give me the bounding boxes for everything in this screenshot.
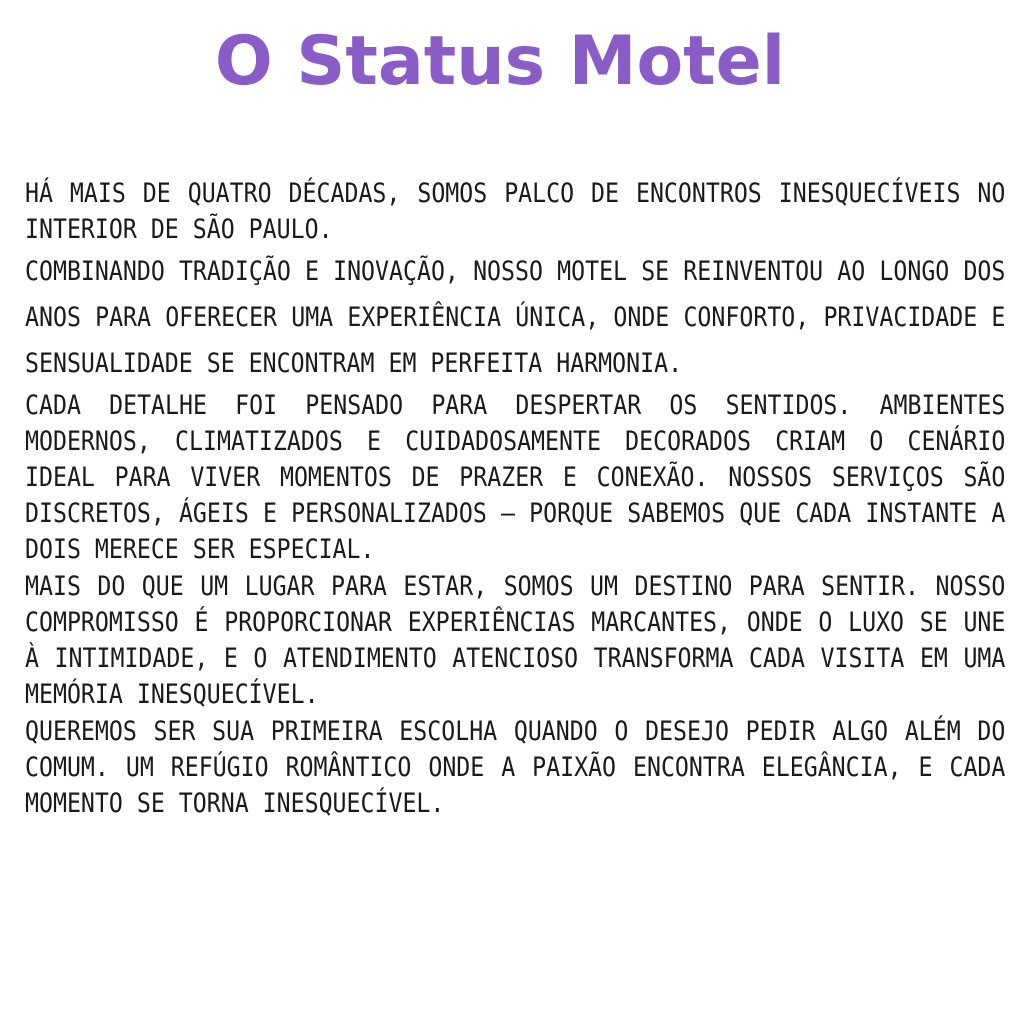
paragraph-tradition: COMBINANDO TRADIÇÃO E INOVAÇÃO, NOSSO MOTEL SE REINVENTOU AO LONGO DOS ANOS PARA OFERECER UMA EXPERIÊNCIA ÚNICA, ONDE CONFORTO, PRIVACIDADE E SENSUALIDADE SE ENCONTRAM EM PERFEITA HARMONIA. [25,256,1006,379]
paragraph-details: CADA DETALHE FOI PENSADO PARA DESPERTAR OS SENTIDOS. AMBIENTES MODERNOS, CLIMATIZADOS E CUIDADOSAMENTE DECORADOS CRIAM O CENÁRIO IDEAL PARA VIVER MOMENTOS DE PRAZER E CONEXÃO. NOSSOS SERVIÇOS SÃO DISCRETOS, ÁGEIS E PERSONALIZADOS — PORQUE SABEMOS QUE CADA INSTANTE A DOIS MERECE SER ESPECIAL. [25,390,1006,565]
paragraph-intro: HÁ MAIS DE QUATRO DÉCADAS, SOMOS PALCO DE ENCONTROS INESQUECÍVEIS NO INTERIOR DE SÃO PAULO. [25,178,1006,245]
body-text [25,176,1005,823]
page-title: O Status Motel [214,22,786,101]
paragraph-closing: QUEREMOS SER SUA PRIMEIRA ESCOLHA QUANDO O DESEJO PEDIR ALGO ALÉM DO COMUM. UM REFÚGIO ROMÂNTICO ONDE A PAIXÃO ENCONTRA ELEGÂNCIA, E CADA MOMENTO SE TORNA INESQUECÍVEL. [25,716,1006,819]
paragraph-commitment: MAIS DO QUE UM LUGAR PARA ESTAR, SOMOS UM DESTINO PARA SENTIR. NOSSO COMPROMISSO É PROPORCIONAR EXPERIÊNCIAS MARCANTES, ONDE O LUXO SE UNE À INTIMIDADE, E O ATENDIMENTO ATENCIOSO TRANSFORMA CADA VISITA EM UMA MEMÓRIA INESQUECÍVEL. [25,571,1006,710]
